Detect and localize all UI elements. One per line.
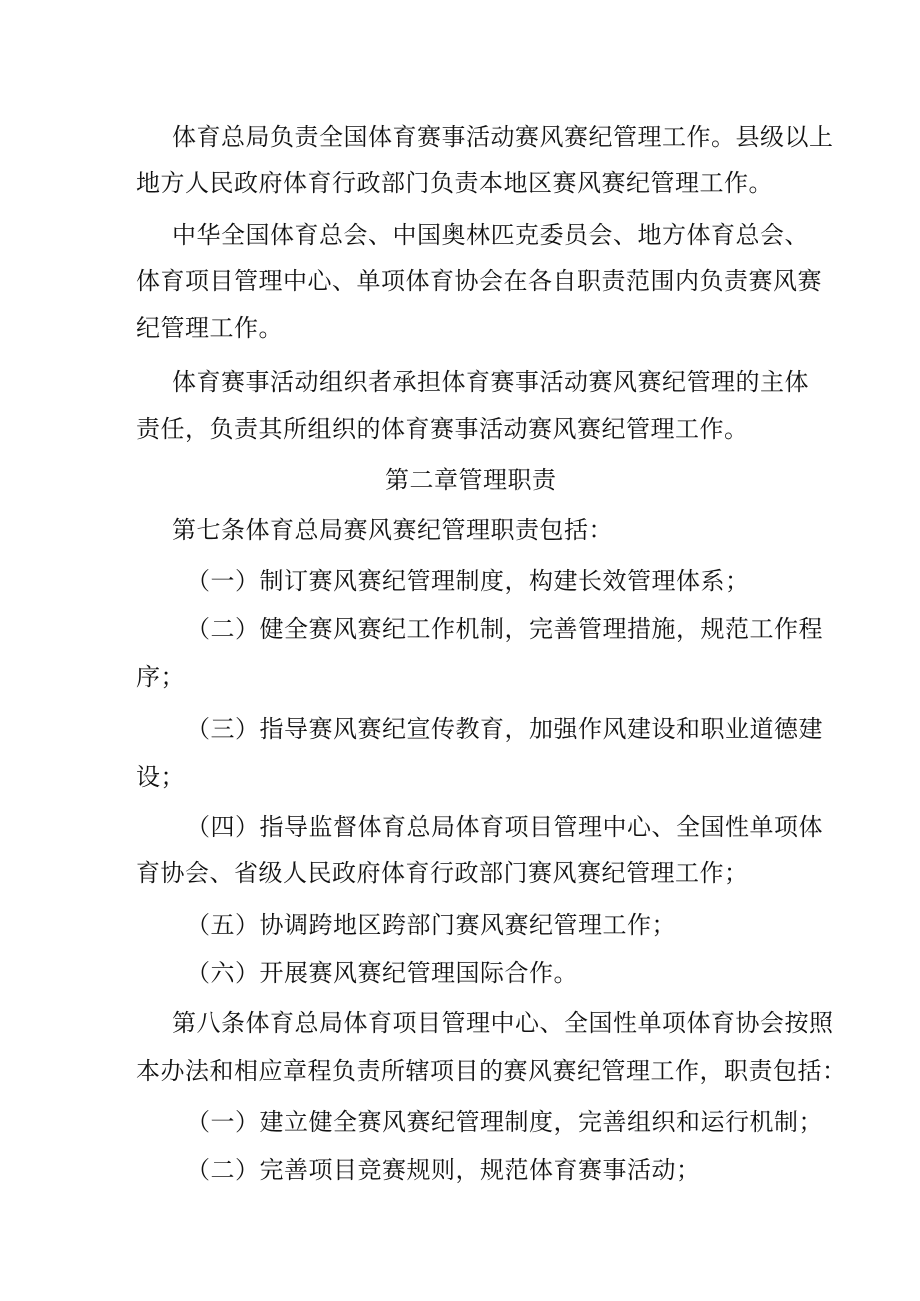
list-item: （三）指导赛风赛纪宣传教育，加强作风建设和职业道德建	[186, 715, 823, 743]
list-item: （二）完善项目竞赛规则，规范体育赛事活动；	[186, 1156, 701, 1184]
paragraph-line: 纪管理工作。	[136, 314, 283, 342]
list-item: （五）协调跨地区跨部门赛风赛纪管理工作；	[186, 911, 676, 939]
list-item: （一）制订赛风赛纪管理制度，构建长效管理体系；	[186, 567, 750, 595]
paragraph-line: 中华全国体育总会、中国奥林匹克委员会、地方体育总会、	[172, 221, 809, 249]
list-item: （二）健全赛风赛纪工作机制，完善管理措施，规范工作程	[186, 615, 823, 643]
list-item-continuation: 育协会、省级人民政府体育行政部门赛风赛纪管理工作；	[136, 859, 749, 887]
paragraph-line: 本办法和相应章程负责所辖项目的赛风赛纪管理工作，职责包括：	[136, 1057, 847, 1085]
paragraph-line: 体育总局负责全国体育赛事活动赛风赛纪管理工作。县级以上	[172, 123, 834, 151]
paragraph-line: 体育项目管理中心、单项体育协会在各自职责范围内负责赛风赛	[136, 267, 822, 295]
list-item: （六）开展赛风赛纪管理国际合作。	[186, 959, 578, 987]
list-item: （一）建立健全赛风赛纪管理制度，完善组织和运行机制；	[186, 1108, 823, 1136]
list-item-continuation: 设；	[136, 763, 185, 791]
paragraph-line: 体育赛事活动组织者承担体育赛事活动赛风赛纪管理的主体	[172, 368, 809, 396]
paragraph-line: 责任，负责其所组织的体育赛事活动赛风赛纪管理工作。	[136, 415, 749, 443]
list-item: （四）指导监督体育总局体育项目管理中心、全国性单项体	[186, 813, 823, 841]
article-heading-line: 第七条体育总局赛风赛纪管理职责包括：	[172, 516, 613, 544]
paragraph-line: 地方人民政府体育行政部门负责本地区赛风赛纪管理工作。	[136, 169, 773, 197]
article-heading-line: 第八条体育总局体育项目管理中心、全国性单项体育协会按照	[172, 1009, 834, 1037]
chapter-heading: 第二章管理职责	[385, 466, 557, 494]
list-item-continuation: 序；	[136, 663, 185, 691]
